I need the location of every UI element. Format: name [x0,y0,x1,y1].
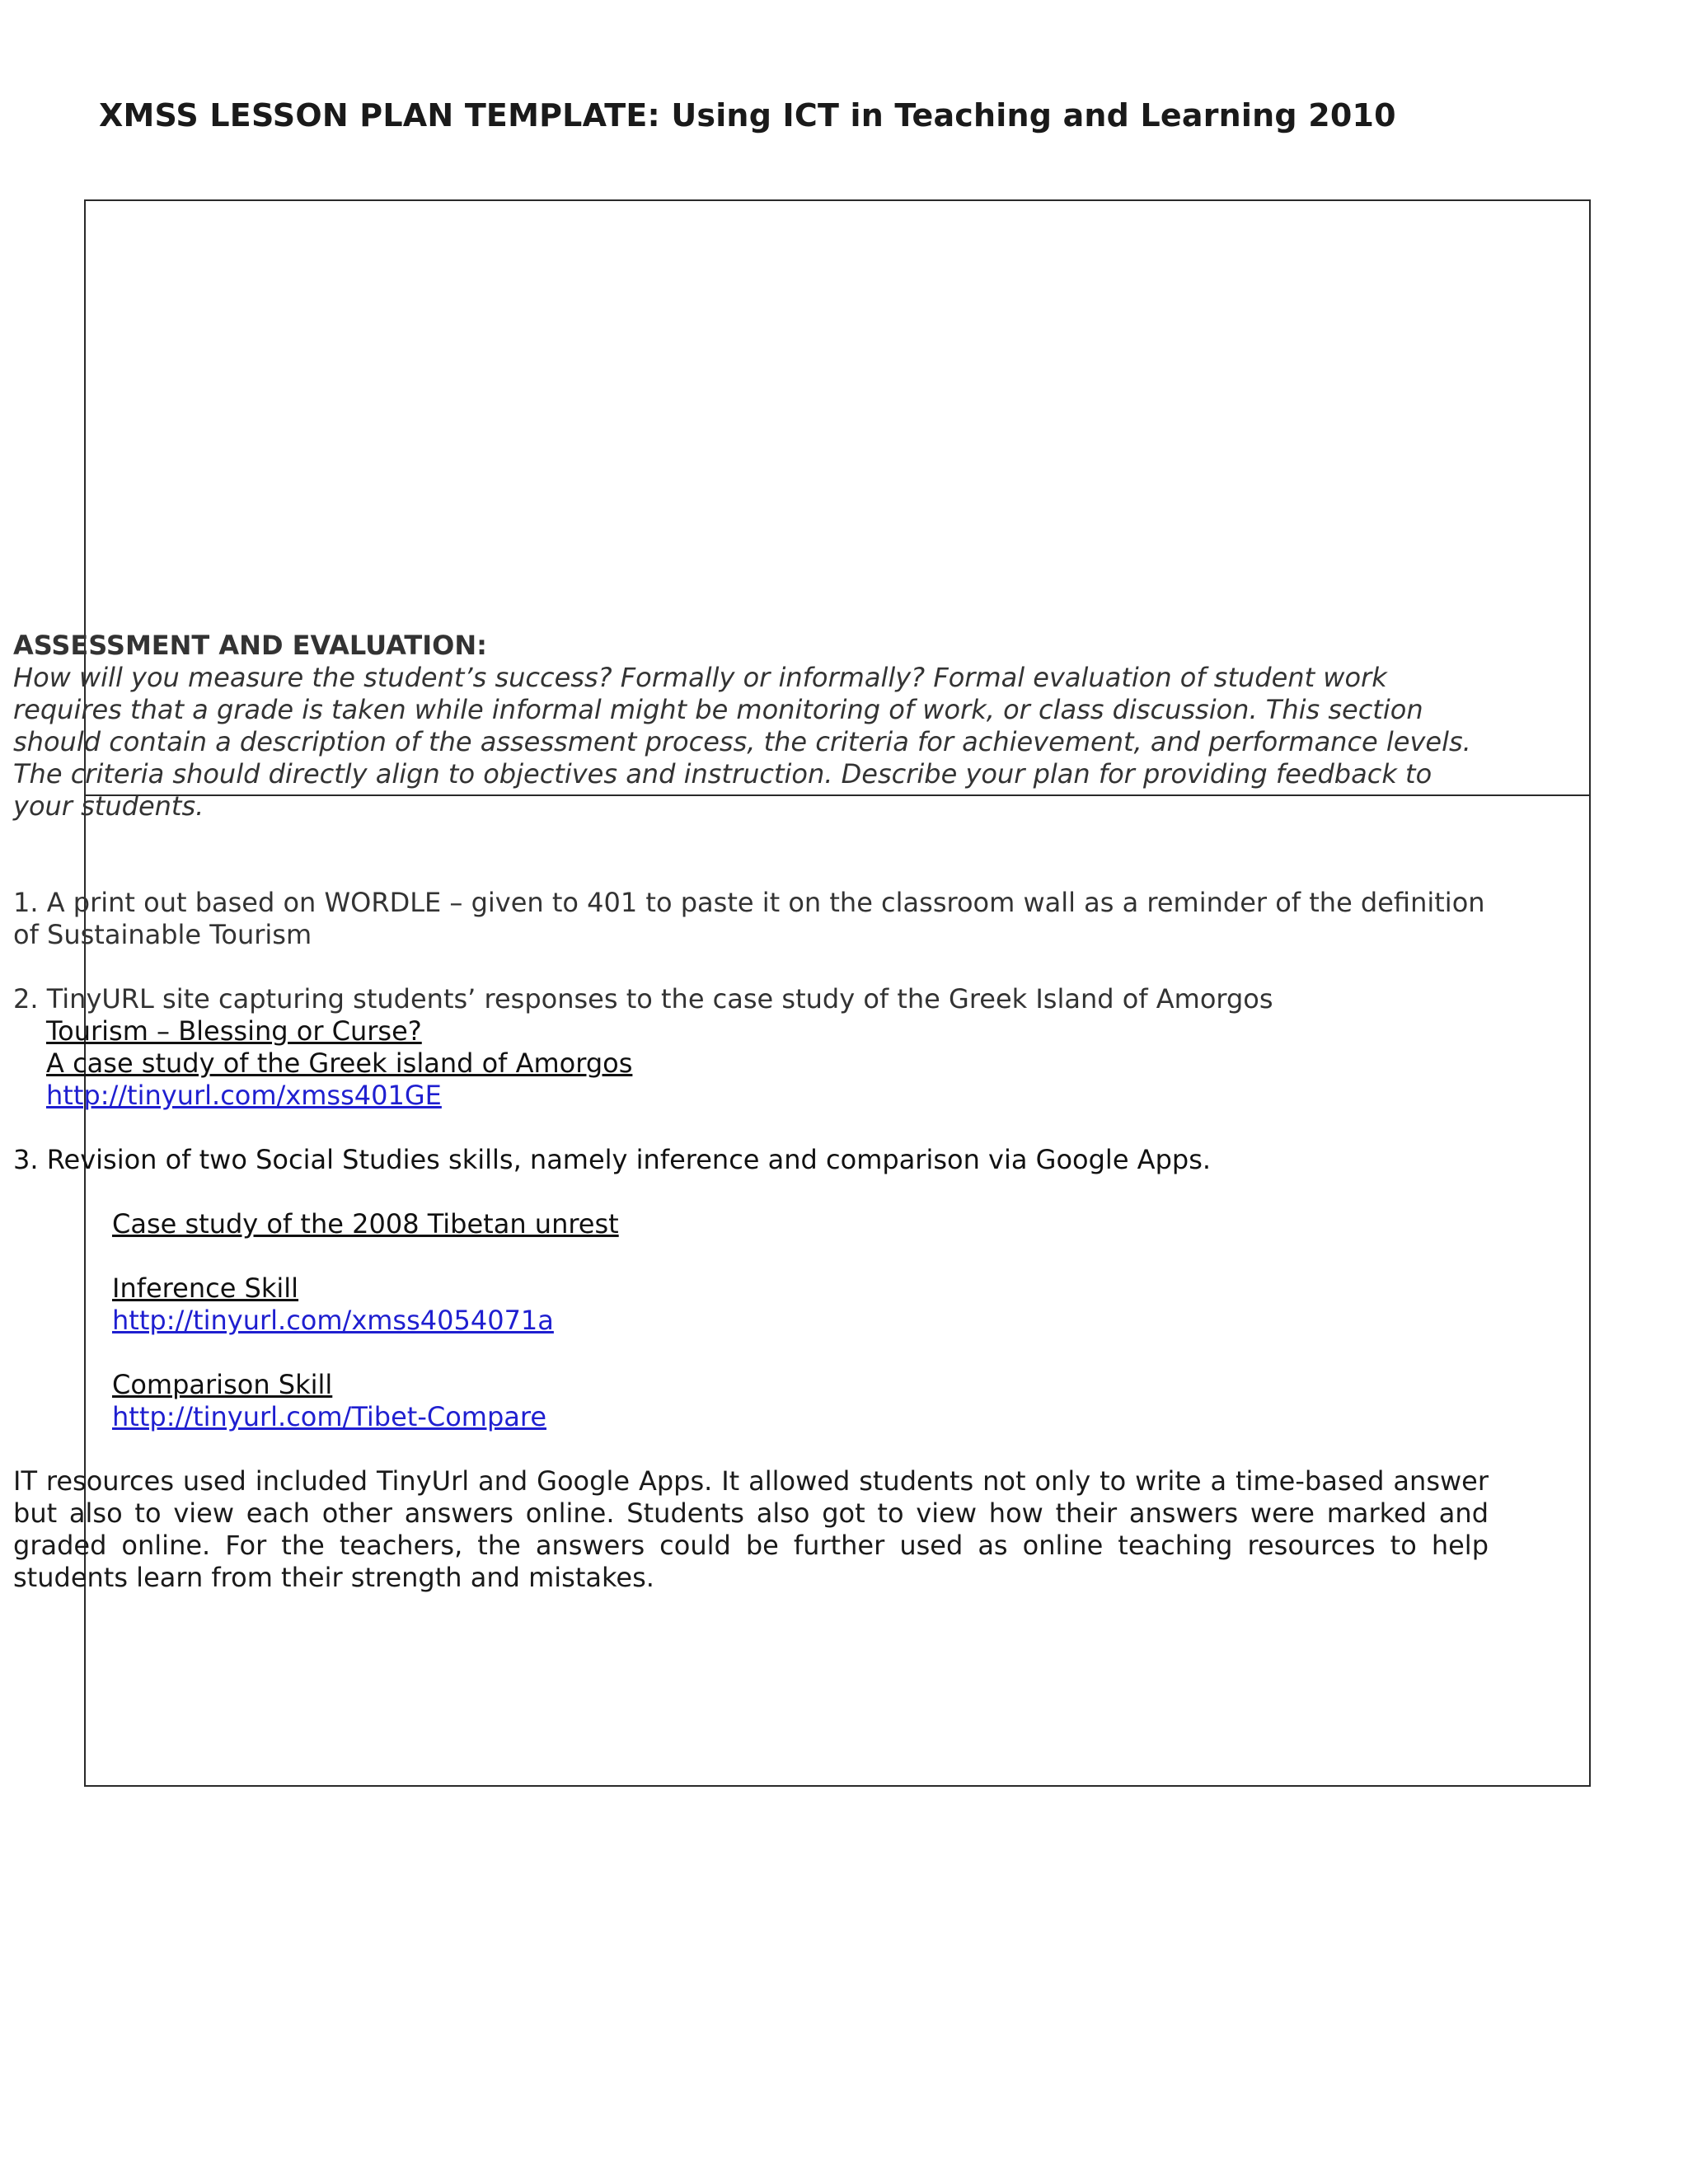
item-3: 3. Revision of two Social Studies skills, namely inference and comparison via Google Apps. [13,1144,1212,1175]
inference-skill-label: Inference Skill [112,1272,299,1304]
item-2: 2. TinyURL site capturing students’ responses to the case study of the Greek Island of Amorgos [13,983,1273,1015]
assessment-guidance: How will you measure the student’s success? Formally or informally? Formal evaluation of student work requires that a grade is taken while informal might be monitoring of work, or class discussion. This section should contain a description of the assessment process, the criteria for achievement, and performance levels. The criteria should directly align to objectives and instruction. Describe your plan for providing feedback to your students. [13,662,1471,822]
item-2-subtitle: A case study of the Greek island of Amorgos [46,1047,633,1079]
case-study-label: Case study of the 2008 Tibetan unrest [112,1208,619,1240]
assessment-heading: ASSESSMENT AND EVALUATION: [13,630,487,661]
item-2-link[interactable]: http://tinyurl.com/xmss401GE [46,1080,442,1111]
closing-paragraph: IT resources used included TinyUrl and Google Apps. It allowed students not only to write a time-based answer but also to view each other answers online. Students also got to view how their answers were marked and graded online. For the teachers, the answers could be further used as online teaching resources to help students learn from their strength and mistakes. [13,1465,1489,1593]
page-title: XMSS LESSON PLAN TEMPLATE: Using ICT in Teaching and Learning 2010 [99,97,1396,134]
assessment-section [13,630,1489,1594]
comparison-skill-label: Comparison Skill [112,1369,333,1400]
item-2-title: Tourism – Blessing or Curse? [46,1015,422,1047]
comparison-skill-link[interactable]: http://tinyurl.com/Tibet-Compare [112,1401,547,1432]
inference-skill-link[interactable]: http://tinyurl.com/xmss4054071a [112,1305,554,1336]
item-1: 1. A print out based on WORDLE – given to 401 to paste it on the classroom wall as a reminder of the definition of Sustainable Tourism [13,887,1485,950]
